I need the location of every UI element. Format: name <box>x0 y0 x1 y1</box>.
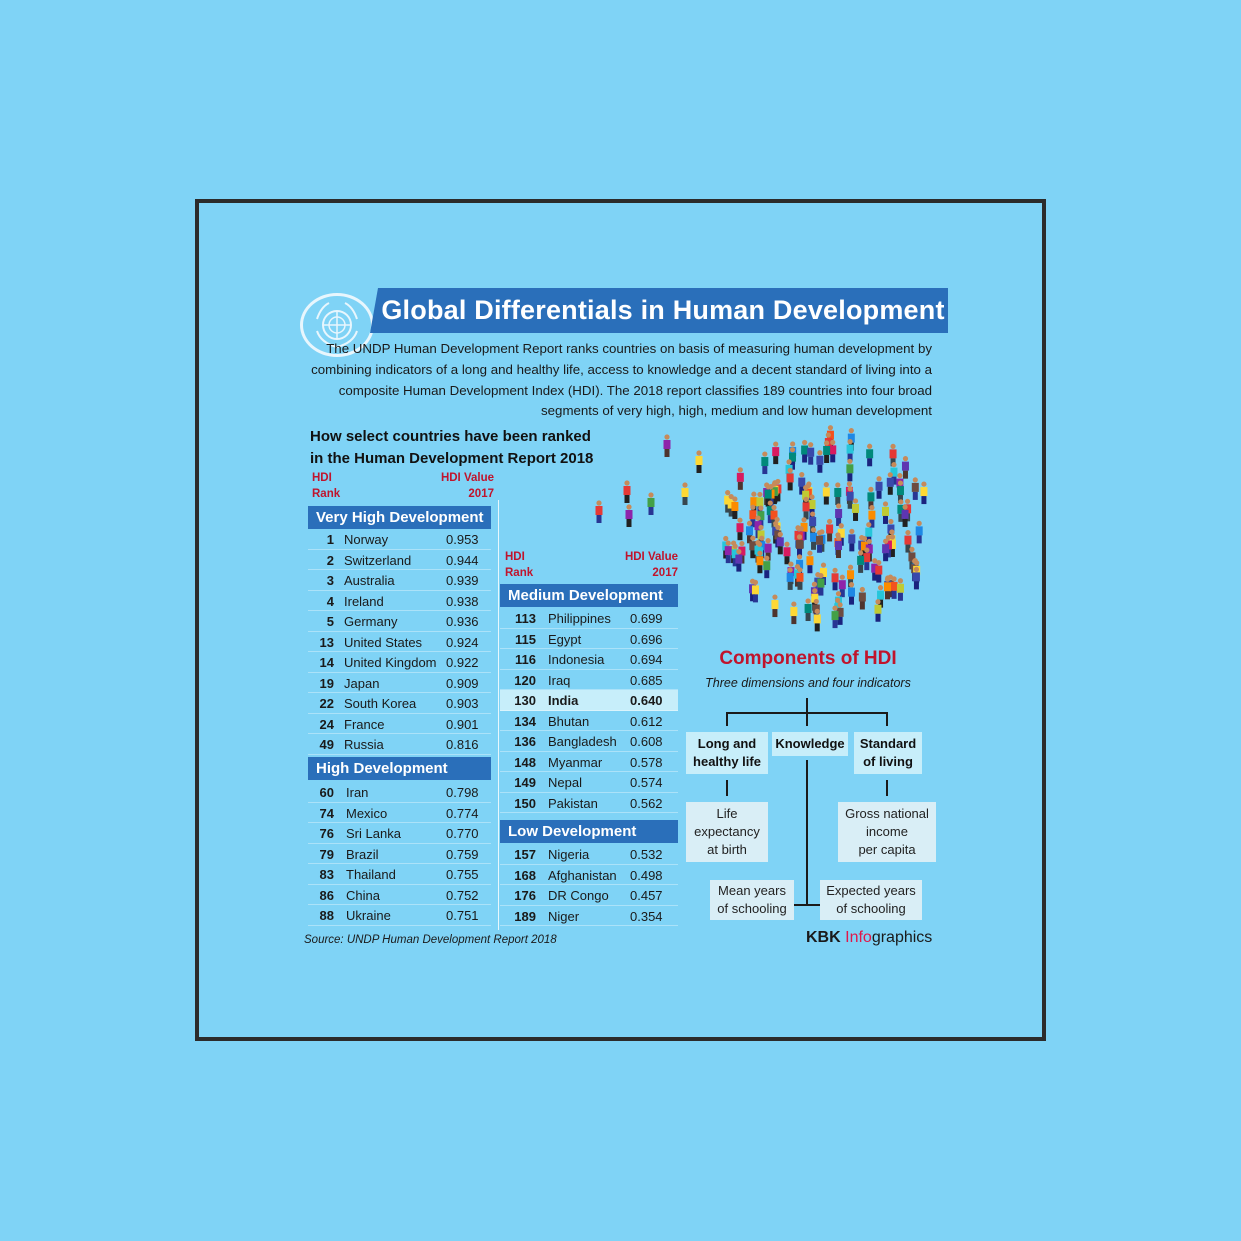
value-cell: 0.901 <box>446 716 479 732</box>
person-figure <box>897 578 904 601</box>
subheading-line-1: How select countries have been ranked <box>310 428 591 445</box>
column-divider <box>498 500 499 930</box>
indicator-life-expectancy <box>686 802 768 862</box>
person-figure <box>835 503 842 526</box>
rank-cell: 149 <box>514 775 536 790</box>
country-cell: Australia <box>344 573 395 588</box>
value-cell: 0.696 <box>630 631 663 647</box>
col-header-value-line2: 2017 <box>652 567 678 579</box>
value-cell: 0.532 <box>630 847 663 862</box>
table-row <box>308 570 491 591</box>
rank-cell: 176 <box>514 888 536 903</box>
brand-kbk: KBK <box>806 929 841 946</box>
dimension-health-line1: Long and <box>697 736 757 751</box>
country-cell: United Kingdom <box>344 655 437 670</box>
rank-cell: 60 <box>319 785 334 800</box>
value-cell: 0.752 <box>446 887 479 903</box>
value-cell: 0.938 <box>446 593 479 609</box>
person-figure <box>823 482 830 505</box>
source-note: Source: UNDP Human Development Report 2018 <box>304 934 557 946</box>
components-title: Components of HDI <box>719 648 897 669</box>
table-row <box>308 885 491 906</box>
person-figure <box>891 576 898 599</box>
country-cell: Ireland <box>344 593 384 609</box>
table-row <box>500 865 678 886</box>
table-row <box>308 864 491 885</box>
person-figure <box>874 599 881 622</box>
country-cell: Pakistan <box>548 795 598 811</box>
person-figure <box>814 609 821 632</box>
col-header-rank-line2: Rank <box>505 567 534 579</box>
country-cell: Iran <box>346 785 369 800</box>
rank-cell: 5 <box>326 614 334 629</box>
person-figure <box>783 542 790 565</box>
person-figure <box>771 594 778 617</box>
person-figure <box>902 456 909 479</box>
table-row <box>308 803 491 824</box>
dimension-living-line1: Standard <box>859 736 917 751</box>
country-cell: Thailand <box>346 867 396 882</box>
table-row <box>308 823 491 844</box>
value-cell: 0.354 <box>630 908 663 924</box>
indicator-life-line1: Life <box>716 806 738 821</box>
rank-cell: 150 <box>514 795 536 811</box>
person-figure <box>863 548 870 571</box>
value-cell: 0.562 <box>630 795 663 811</box>
brand-info: Info <box>845 929 872 946</box>
rank-cell: 136 <box>514 734 536 749</box>
table-row <box>308 529 491 550</box>
country-cell: Norway <box>344 532 389 547</box>
table-row <box>500 690 678 711</box>
person-figure <box>696 450 703 473</box>
person-figure <box>913 567 920 590</box>
person-figure <box>736 518 743 541</box>
value-cell: 0.759 <box>446 846 479 862</box>
table-row <box>308 844 491 865</box>
group-band-medium: Medium Development <box>500 584 678 607</box>
person-figure <box>624 480 631 503</box>
brand-graphics: graphics <box>871 929 933 946</box>
group-band-very-high: Very High Development <box>308 506 491 529</box>
person-figure <box>626 504 633 527</box>
value-cell: 0.770 <box>446 826 479 841</box>
rank-cell: 79 <box>319 846 334 862</box>
rank-cell: 24 <box>319 716 334 732</box>
table-row <box>500 731 678 752</box>
indicator-gni <box>838 802 936 862</box>
rank-cell: 189 <box>514 908 536 924</box>
person-figure <box>887 472 894 495</box>
country-cell: Switzerland <box>344 552 412 568</box>
person-figure <box>916 521 923 544</box>
country-cell: Nepal <box>548 775 582 790</box>
person-figure <box>803 497 810 520</box>
value-cell: 0.939 <box>446 573 479 588</box>
value-cell: 0.578 <box>630 754 663 770</box>
col-header-value-left <box>436 470 494 502</box>
rank-cell: 86 <box>319 887 334 903</box>
person-figure <box>816 450 823 473</box>
indicator-expected-line2: of schooling <box>836 901 906 916</box>
knowledge-connector <box>806 760 808 906</box>
table-row <box>308 673 491 694</box>
person-figure <box>857 550 864 573</box>
person-figure <box>737 467 744 490</box>
country-cell: Nigeria <box>548 847 590 862</box>
person-figure <box>796 534 803 557</box>
table-medium <box>500 608 678 813</box>
dimension-health-line2: healthy life <box>693 754 761 769</box>
country-cell: Ukraine <box>346 908 391 923</box>
value-cell: 0.612 <box>630 713 663 729</box>
page-title: Global Differentials in Human Development <box>378 288 948 333</box>
rank-cell: 2 <box>326 552 334 568</box>
table-row <box>308 550 491 571</box>
country-cell: Myanmar <box>548 754 603 770</box>
table-row <box>308 905 491 926</box>
person-figure <box>664 434 671 457</box>
person-figure <box>834 482 841 505</box>
dimension-knowledge: Knowledge <box>772 732 848 756</box>
person-figure <box>761 451 768 474</box>
table-row <box>500 793 678 814</box>
person-figure <box>777 532 784 555</box>
country-cell: Japan <box>344 675 380 691</box>
dimension-living <box>854 732 922 774</box>
country-cell: Brazil <box>346 846 379 862</box>
person-figure <box>796 567 803 590</box>
country-cell: Germany <box>344 614 398 629</box>
value-cell: 0.608 <box>630 734 663 749</box>
person-figure <box>648 492 655 515</box>
value-cell: 0.498 <box>630 867 663 883</box>
country-cell: Sri Lanka <box>346 826 401 841</box>
dimension-living-line2: of living <box>863 754 913 769</box>
person-figure <box>787 567 794 590</box>
col-header-value-line2: 2017 <box>468 488 494 500</box>
person-figure <box>848 529 855 552</box>
rank-cell: 157 <box>514 847 536 862</box>
person-figure <box>816 530 823 553</box>
indicator-gni-line1: Gross national <box>845 806 929 821</box>
person-figure <box>596 500 603 523</box>
value-cell: 0.685 <box>630 672 663 688</box>
person-figure <box>848 582 855 605</box>
table-row <box>308 714 491 735</box>
value-cell: 0.816 <box>446 737 479 752</box>
table-row <box>500 649 678 670</box>
person-figure <box>807 442 814 465</box>
value-cell: 0.798 <box>446 785 479 800</box>
rank-cell: 14 <box>319 655 334 670</box>
table-very-high <box>308 529 491 755</box>
person-figure <box>752 580 759 603</box>
value-cell: 0.457 <box>630 888 663 903</box>
col-header-rank-line2: Rank <box>312 488 341 500</box>
table-row <box>308 611 491 632</box>
value-cell: 0.953 <box>446 532 479 547</box>
rank-cell: 1 <box>326 532 334 547</box>
person-figure <box>763 556 770 579</box>
person-figure <box>735 549 742 572</box>
person-figure <box>859 587 866 610</box>
col-header-rank-left <box>312 470 340 502</box>
rank-cell: 88 <box>319 908 334 923</box>
tree-branch-left <box>726 712 728 726</box>
knowledge-split <box>794 904 820 906</box>
table-row <box>500 885 678 906</box>
value-cell: 0.909 <box>446 675 479 691</box>
indicator-mean-line1: Mean years <box>718 883 786 898</box>
indicator-gni-line3: per capita <box>858 842 916 857</box>
person-figure <box>852 498 859 521</box>
country-cell: Indonesia <box>548 652 605 667</box>
rank-cell: 19 <box>319 675 334 691</box>
person-figure <box>725 541 732 564</box>
person-figure <box>920 481 927 504</box>
rank-cell: 13 <box>319 634 334 650</box>
rank-cell: 4 <box>326 593 334 609</box>
country-cell: Bhutan <box>548 713 590 729</box>
components-subtitle: Three dimensions and four indicators <box>705 676 911 690</box>
table-subheading <box>310 426 630 470</box>
rank-cell: 148 <box>514 754 536 770</box>
country-cell: DR Congo <box>548 888 609 903</box>
brand-credit <box>806 929 932 947</box>
indicator-expected-years <box>820 880 922 920</box>
person-figure <box>823 440 830 463</box>
person-figure <box>847 439 854 462</box>
table-row <box>500 772 678 793</box>
person-figure <box>756 492 763 515</box>
person-figure <box>806 551 813 574</box>
person-figure <box>731 496 738 519</box>
country-cell: China <box>346 887 380 903</box>
country-cell: India <box>548 693 579 708</box>
value-cell: 0.774 <box>446 805 479 821</box>
person-figure <box>884 577 891 600</box>
value-cell: 0.936 <box>446 614 479 629</box>
person-figure <box>682 482 689 505</box>
table-row <box>500 670 678 691</box>
rank-cell: 3 <box>326 573 334 588</box>
person-figure <box>835 535 842 558</box>
living-connector <box>886 780 888 796</box>
table-row <box>500 752 678 773</box>
col-header-value-line1: HDI Value <box>624 551 678 563</box>
person-figure <box>875 560 882 583</box>
person-figure <box>829 440 836 463</box>
country-cell: Niger <box>548 908 580 924</box>
country-cell: Russia <box>344 737 384 752</box>
indicator-life-line3: at birth <box>707 842 747 857</box>
rank-cell: 113 <box>515 611 536 626</box>
value-cell: 0.694 <box>630 652 663 667</box>
person-figure <box>826 519 833 542</box>
value-cell: 0.944 <box>446 552 479 568</box>
col-header-value-line1: HDI Value <box>440 472 494 484</box>
value-cell: 0.699 <box>630 611 663 626</box>
table-row <box>308 693 491 714</box>
rank-cell: 22 <box>319 696 334 711</box>
value-cell: 0.755 <box>446 867 479 882</box>
indicator-expected-line1: Expected years <box>826 883 916 898</box>
rank-cell: 116 <box>515 652 536 667</box>
indicator-mean-years <box>710 880 794 920</box>
rank-cell: 168 <box>514 867 536 883</box>
table-high <box>308 782 491 926</box>
value-cell: 0.751 <box>446 908 479 923</box>
indicator-life-line2: expectancy <box>694 824 760 839</box>
person-figure <box>912 477 919 500</box>
group-band-low: Low Development <box>500 820 678 843</box>
person-figure <box>772 442 779 465</box>
value-cell: 0.922 <box>446 655 479 670</box>
person-figure <box>756 551 763 574</box>
table-row <box>308 782 491 803</box>
rank-cell: 83 <box>319 867 334 882</box>
person-figure <box>805 598 812 621</box>
table-row <box>500 844 678 865</box>
col-header-rank-right <box>505 549 533 581</box>
crowd-of-people-icon <box>585 422 930 634</box>
table-low <box>500 844 678 926</box>
rank-cell: 76 <box>319 826 334 841</box>
person-figure <box>801 440 808 463</box>
rank-cell: 134 <box>514 713 536 729</box>
person-figure <box>866 444 873 467</box>
person-figure <box>810 527 817 550</box>
table-row <box>308 632 491 653</box>
rank-cell: 115 <box>515 631 536 647</box>
person-figure <box>832 568 839 591</box>
group-band-high: High Development <box>308 757 491 780</box>
country-cell: Philippines <box>548 611 611 626</box>
indicator-mean-line2: of schooling <box>717 901 787 916</box>
dimension-health <box>686 732 768 774</box>
table-row <box>500 906 678 927</box>
rank-cell: 130 <box>514 693 536 708</box>
country-cell: South Korea <box>344 696 417 711</box>
country-cell: Iraq <box>548 672 571 688</box>
person-figure <box>846 459 853 482</box>
value-cell: 0.924 <box>446 634 479 650</box>
intro-paragraph: The UNDP Human Development Report ranks countries on basis of measuring human development by combining indicators of a long and healthy life, access to knowledge and a decent standard of living into a composite Human Development Index (HDI). The 2018 report classifies 189 countries into four broad segments of very high, high, medium and low human development <box>311 341 932 419</box>
country-cell: Bangladesh <box>548 734 617 749</box>
country-cell: United States <box>344 634 423 650</box>
value-cell: 0.640 <box>630 693 663 708</box>
person-figure <box>902 504 909 527</box>
health-connector <box>726 780 728 796</box>
person-figure <box>882 539 889 562</box>
country-cell: France <box>344 716 385 732</box>
country-cell: Egypt <box>548 631 582 647</box>
person-figure <box>832 605 839 628</box>
col-header-rank-line1: HDI <box>312 472 332 484</box>
country-cell: Afghanistan <box>548 867 617 883</box>
col-header-rank-line1: HDI <box>505 551 525 563</box>
person-figure <box>876 476 883 499</box>
country-cell: Mexico <box>346 805 388 821</box>
tree-branch-middle <box>806 712 808 726</box>
person-figure <box>787 468 794 491</box>
value-cell: 0.903 <box>446 696 479 711</box>
person-figure <box>882 501 889 524</box>
person-figure <box>817 573 824 596</box>
table-row <box>308 734 491 755</box>
rank-cell: 74 <box>319 805 334 821</box>
rank-cell: 49 <box>319 737 334 752</box>
table-row <box>308 652 491 673</box>
indicator-gni-line2: income <box>866 824 908 839</box>
tree-branch-right <box>886 712 888 726</box>
value-cell: 0.574 <box>630 775 663 790</box>
rank-cell: 120 <box>514 672 536 688</box>
table-row <box>500 711 678 732</box>
person-figure <box>790 601 797 624</box>
subheading-line-2: in the Human Development Report 2018 <box>310 450 594 467</box>
table-row <box>308 591 491 612</box>
